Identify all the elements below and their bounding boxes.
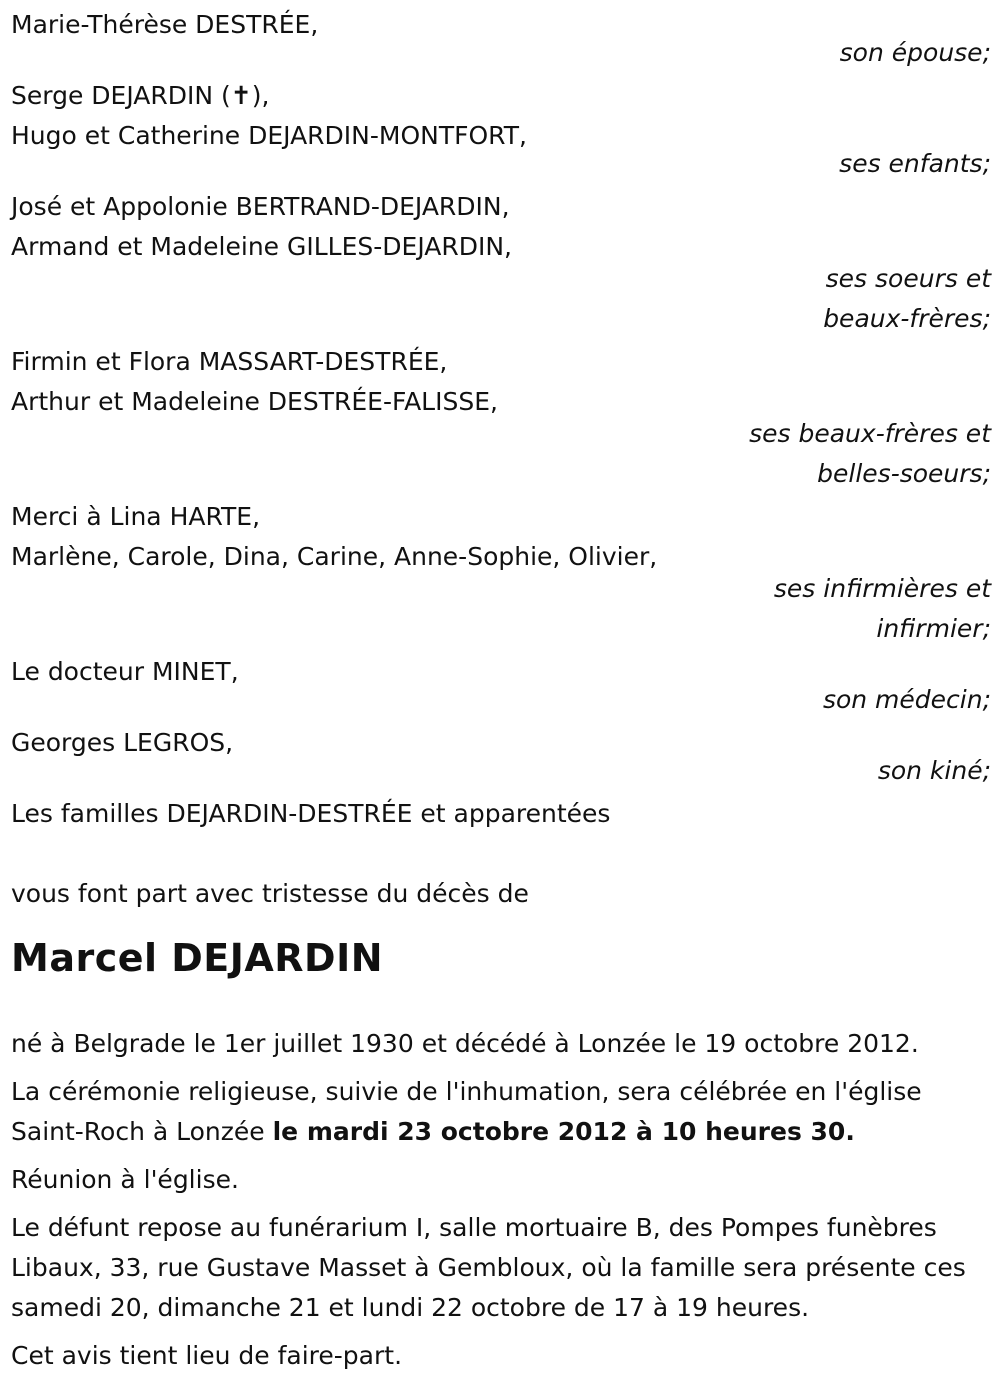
ceremony-datetime: le mardi 23 octobre 2012 à 10 heures 30. [272, 1117, 855, 1146]
family-name-line: Marie-Thérèse DESTRÉE, [11, 10, 319, 39]
family-name-line: Serge DEJARDIN (✝), [11, 81, 270, 110]
family-group-children [11, 76, 991, 184]
ceremony-text: La cérémonie religieuse, suivie de l'inhumation, sera célébrée en l'église Saint-Roch à Lonzée [11, 1077, 922, 1146]
relation-label: infirmier; [876, 614, 991, 643]
spacer [11, 834, 991, 874]
families-line: Les familles DEJARDIN-DESTRÉE et apparentées [11, 799, 611, 828]
closing-line: Cet avis tient lieu de faire-part. [11, 1341, 403, 1370]
relation-label: ses beaux-frères et [749, 419, 991, 448]
relation-label: ses soeurs et [825, 264, 991, 293]
meeting-line: Réunion à l'église. [11, 1165, 239, 1194]
family-name-line: Merci à Lina HARTE, [11, 502, 261, 531]
deceased-name: Marcel DEJARDIN [11, 936, 384, 980]
obituary-notice [11, 5, 991, 1384]
family-group-brothers-in-law [11, 342, 991, 494]
relation-label: son médecin; [822, 685, 991, 714]
relation-label: belles-soeurs; [817, 459, 991, 488]
family-group-physio [11, 723, 991, 791]
birth-death-line: né à Belgrade le 1er juillet 1930 et décédé à Lonzée le 19 octobre 2012. [11, 1029, 919, 1058]
relation-label: ses enfants; [839, 149, 991, 178]
announce-line: vous font part avec tristesse du décès de [11, 879, 529, 908]
relation-label: ses infirmières et [773, 574, 991, 603]
family-name-line: Firmin et Flora MASSART-DESTRÉE, [11, 347, 448, 376]
family-group-spouse [11, 5, 991, 73]
relation-label: son épouse; [839, 38, 991, 67]
family-name-line: José et Appolonie BERTRAND-DEJARDIN, [11, 192, 510, 221]
ceremony-paragraph [11, 1072, 991, 1152]
family-group-sisters [11, 187, 991, 339]
repose-paragraph: Le défunt repose au funérarium I, salle mortuaire B, des Pompes funèbres Libaux, 33, rue Gustave Masset à Gembloux, où la famille sera présente ces samedi 20, dimanche 21 et lundi 22 octobre de 17 à 19 heures. [11, 1213, 966, 1322]
relation-label: son kiné; [877, 756, 991, 785]
family-group-nurses [11, 497, 991, 649]
family-name-line: Hugo et Catherine DEJARDIN-MONTFORT, [11, 121, 527, 150]
family-name-line: Le docteur MINET, [11, 657, 239, 686]
relation-label: beaux-frères; [823, 304, 991, 333]
family-name-line: Armand et Madeleine GILLES-DEJARDIN, [11, 232, 513, 261]
family-group-doctor [11, 652, 991, 720]
family-name-line: Arthur et Madeleine DESTRÉE-FALISSE, [11, 387, 498, 416]
family-name-line: Marlène, Carole, Dina, Carine, Anne-Sophie, Olivier, [11, 542, 658, 571]
family-name-line: Georges LEGROS, [11, 728, 234, 757]
